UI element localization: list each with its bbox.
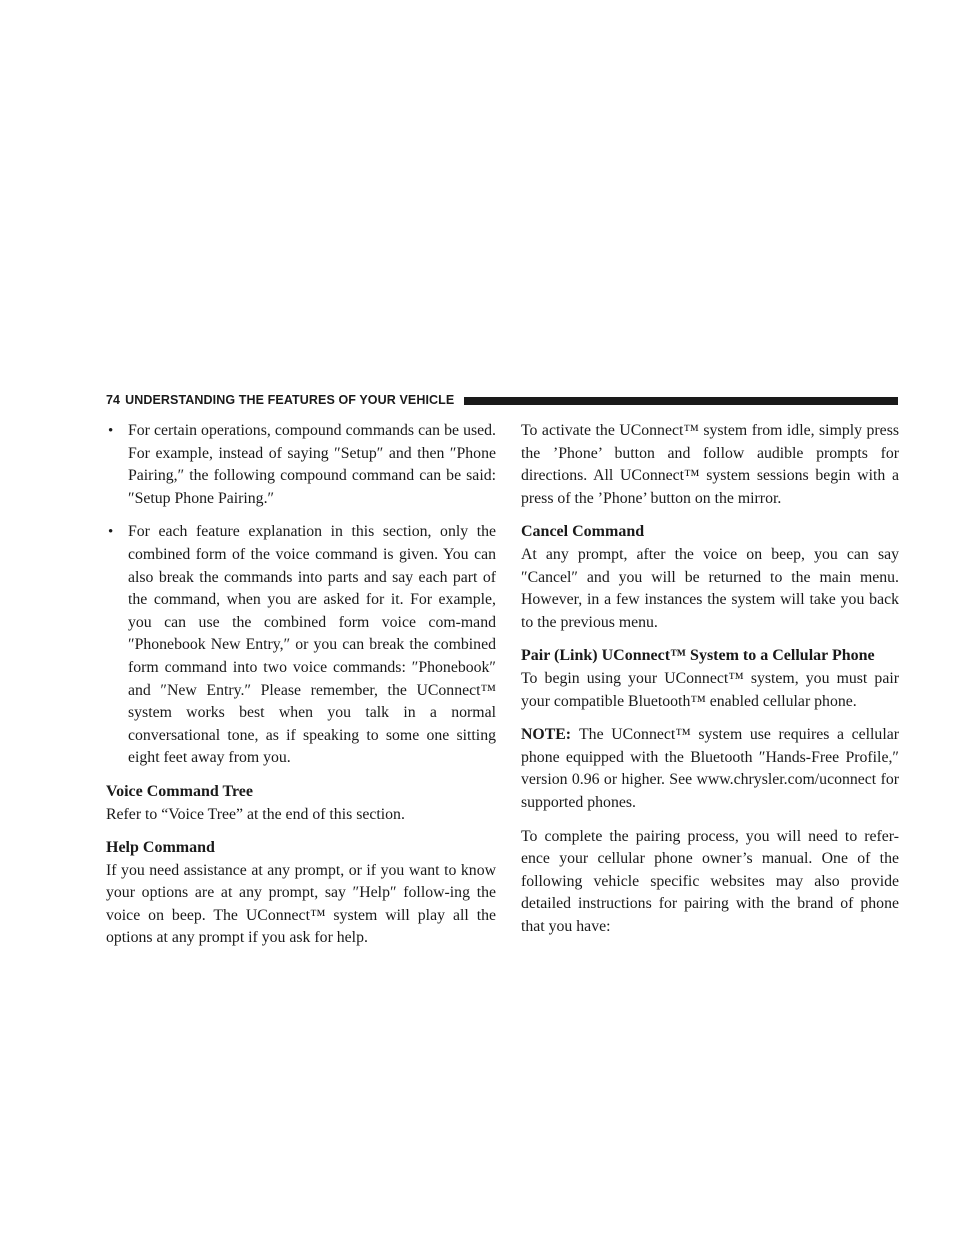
bullet-dot-icon: • — [108, 423, 114, 439]
running-title: UNDERSTANDING THE FEATURES OF YOUR VEHICLE — [125, 393, 455, 407]
bullet-text: For each feature explanation in this section, only the combined form of the voice command is given. You can also break the commands into parts and say each part of the command, when you are asked for it. For example, you can use the combined form voice com-mand ″Phonebook New Entry,″ or you can break the combined form command into two voice commands: ″Phonebook″ and ″New Entry.″ Please remember, the UConnect™ system works best when you talk in a normal conversational tone, as if speaking to some one sitting eight feet away from you. — [128, 523, 496, 767]
bullet-dot-icon: • — [108, 524, 114, 541]
activate-paragraph: To activate the UConnect™ system from idle, simply press the ’Phone’ button and follow audible prompts for directions. All UConnect™ system sessions begin with a press of the ’Phone’ button on the mirror. — [521, 422, 899, 507]
header-rule — [464, 397, 898, 405]
bullet-combined-form — [106, 521, 496, 770]
pair-text: To begin using your UConnect™ system, you must pair your compatible Bluetooth™ enabled cellular phone. — [521, 669, 899, 710]
page-header — [106, 389, 898, 411]
note-label: NOTE: — [521, 726, 572, 744]
pair-section — [521, 645, 899, 713]
cancel-text: At any prompt, after the voice on beep, you can say ″Cancel″ and you will be returned to the main menu. However, in a few instances the system will take you back to the previous menu. — [521, 545, 899, 631]
complete-paragraph: To complete the pairing process, you will need to refer-ence your cellular phone owner’s manual. One of the following vehicle specific websites may also provide detailed instructions for pairing with the brand of phone that you have: — [521, 827, 899, 935]
note-paragraph — [521, 724, 899, 814]
help-text: If you need assistance at any prompt, or if you want to know your options are at any prompt, say ″Help″ follow-ing the voice on beep. The UConnect™ system will play all the options at any prompt if you ask for help. — [106, 861, 496, 947]
cancel-section — [521, 521, 899, 634]
bullet-compound-commands — [106, 420, 496, 510]
voice-tree-heading: Voice Command Tree — [106, 782, 253, 800]
help-heading: Help Command — [106, 839, 215, 857]
voice-tree-text: Refer to “Voice Tree” at the end of this section. — [106, 805, 405, 823]
cancel-heading: Cancel Command — [521, 523, 645, 541]
bullet-text: For certain operations, compound commands can be used. For example, instead of saying ″Setup″ and then ″Phone Pairing,″ the following compound command can be said: ″Setup Phone Pairing.″ — [128, 422, 496, 507]
pair-heading: Pair (Link) UConnect™ System to a Cellular Phone — [521, 647, 875, 665]
page-number: 74 — [106, 393, 121, 407]
left-column — [106, 420, 496, 961]
right-column — [521, 420, 899, 949]
note-text: The UConnect™ system use requires a cellular phone equipped with the Bluetooth ″Hands-Free Profile,″ version 0.96 or higher. See www.chrysler.com/uconnect for supported phones. — [521, 726, 899, 811]
help-section — [106, 837, 496, 950]
voice-tree-section — [106, 781, 496, 826]
